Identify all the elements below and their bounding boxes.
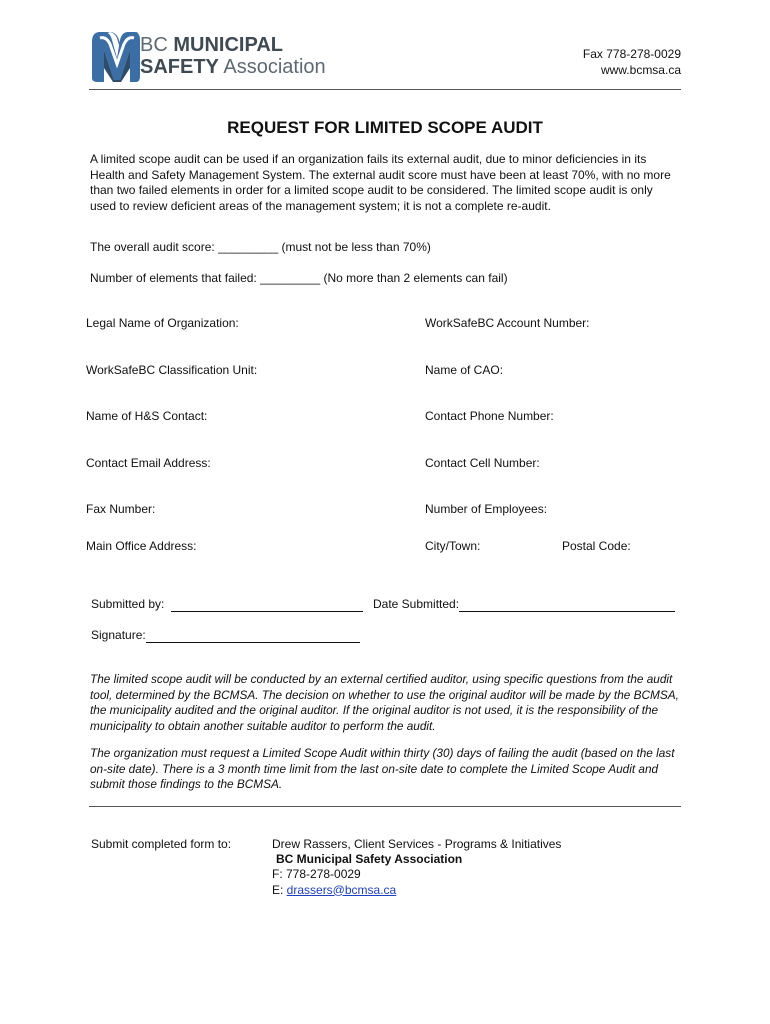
date-submitted-line[interactable] (459, 597, 675, 612)
failed-elements-line: Number of elements that failed: _________ (No more than 2 elements can fail) (90, 271, 508, 285)
footer-divider (89, 806, 681, 807)
contact-email-label: Contact Email Address: (86, 456, 211, 470)
header-divider (89, 89, 681, 90)
intro-paragraph: A limited scope audit can be used if an organization fails its external audit, due to minor deficiencies in its Health and Safety Management System. The external audit score must have been at least 70%, with no more than two failed elements in order for a limited scope audit to be considered. The limited scope audit is only used to review deficient areas of the management system; it is not a complete re-audit. (90, 152, 671, 213)
fax-number-label: Fax Number: (86, 502, 156, 516)
submit-to-fax: F: 778-278-0029 (272, 867, 361, 882)
submit-to-org: BC Municipal Safety Association (276, 852, 463, 867)
submit-to-label: Submit completed form to: (91, 837, 232, 851)
date-submitted-field (373, 597, 675, 612)
signature-label: Signature: (91, 628, 146, 642)
header-fax: Fax 778-278-0029 (582, 47, 681, 61)
signature-line[interactable] (146, 628, 360, 643)
audit-score-line: The overall audit score: _________ (must not be less than 70%) (90, 240, 431, 254)
logo-text-safety: SAFETY (140, 56, 219, 78)
header-contact (583, 46, 681, 78)
logo-text-municipal: MUNICIPAL (173, 34, 283, 56)
submit-to-email-row (272, 883, 561, 898)
submit-to-contact (272, 837, 561, 898)
header-website: www.bcmsa.ca (600, 63, 681, 77)
account-number-label: WorkSafeBC Account Number: (425, 316, 590, 330)
signature-field (91, 628, 360, 643)
timeline-note: The organization must request a Limited Scope Audit within thirty (30) days of failing the audit (based on the last on-site date). There is a 3 month time limit from the last on-site date to complete the Limited Scope Audit and submit those findings to the BCMSA. (90, 746, 675, 792)
submit-to-email-prefix: E: (272, 882, 287, 897)
date-submitted-label: Date Submitted: (373, 597, 460, 611)
auditor-note: The limited scope audit will be conducted by an external certified auditor, using specific questions from the audit tool, determined by the BCMSA. The decision on whether to use the original auditor will be made by the BCMSA, the municipality audited and the original auditor. If the original auditor is not used, it is the responsibility of the municipality to obtain another suitable auditor to perform the audit. (90, 672, 679, 733)
page-title: REQUEST FOR LIMITED SCOPE AUDIT (227, 118, 543, 137)
contact-cell-label: Contact Cell Number: (425, 456, 540, 470)
legal-name-label: Legal Name of Organization: (86, 316, 239, 330)
num-employees-label: Number of Employees: (425, 502, 548, 516)
classification-unit-label: WorkSafeBC Classification Unit: (86, 363, 258, 377)
logo-wordmark (140, 34, 326, 78)
submitted-by-line[interactable] (171, 597, 363, 612)
logo-text-association: Association (223, 56, 326, 78)
submitted-by-label: Submitted by: (91, 597, 165, 611)
logo-text-bc: BC (140, 34, 168, 56)
submit-to-name: Drew Rassers, Client Services - Programs & Initiatives (272, 837, 562, 851)
city-label: City/Town: (425, 539, 481, 553)
submitted-by-field (91, 597, 363, 612)
cao-name-label: Name of CAO: (425, 363, 504, 377)
main-office-label: Main Office Address: (86, 539, 197, 553)
postal-code-label: Postal Code: (562, 539, 631, 553)
submit-to-email-link[interactable]: drassers@bcmsa.ca (286, 882, 397, 897)
contact-phone-label: Contact Phone Number: (425, 409, 554, 423)
hs-contact-label: Name of H&S Contact: (86, 409, 208, 423)
